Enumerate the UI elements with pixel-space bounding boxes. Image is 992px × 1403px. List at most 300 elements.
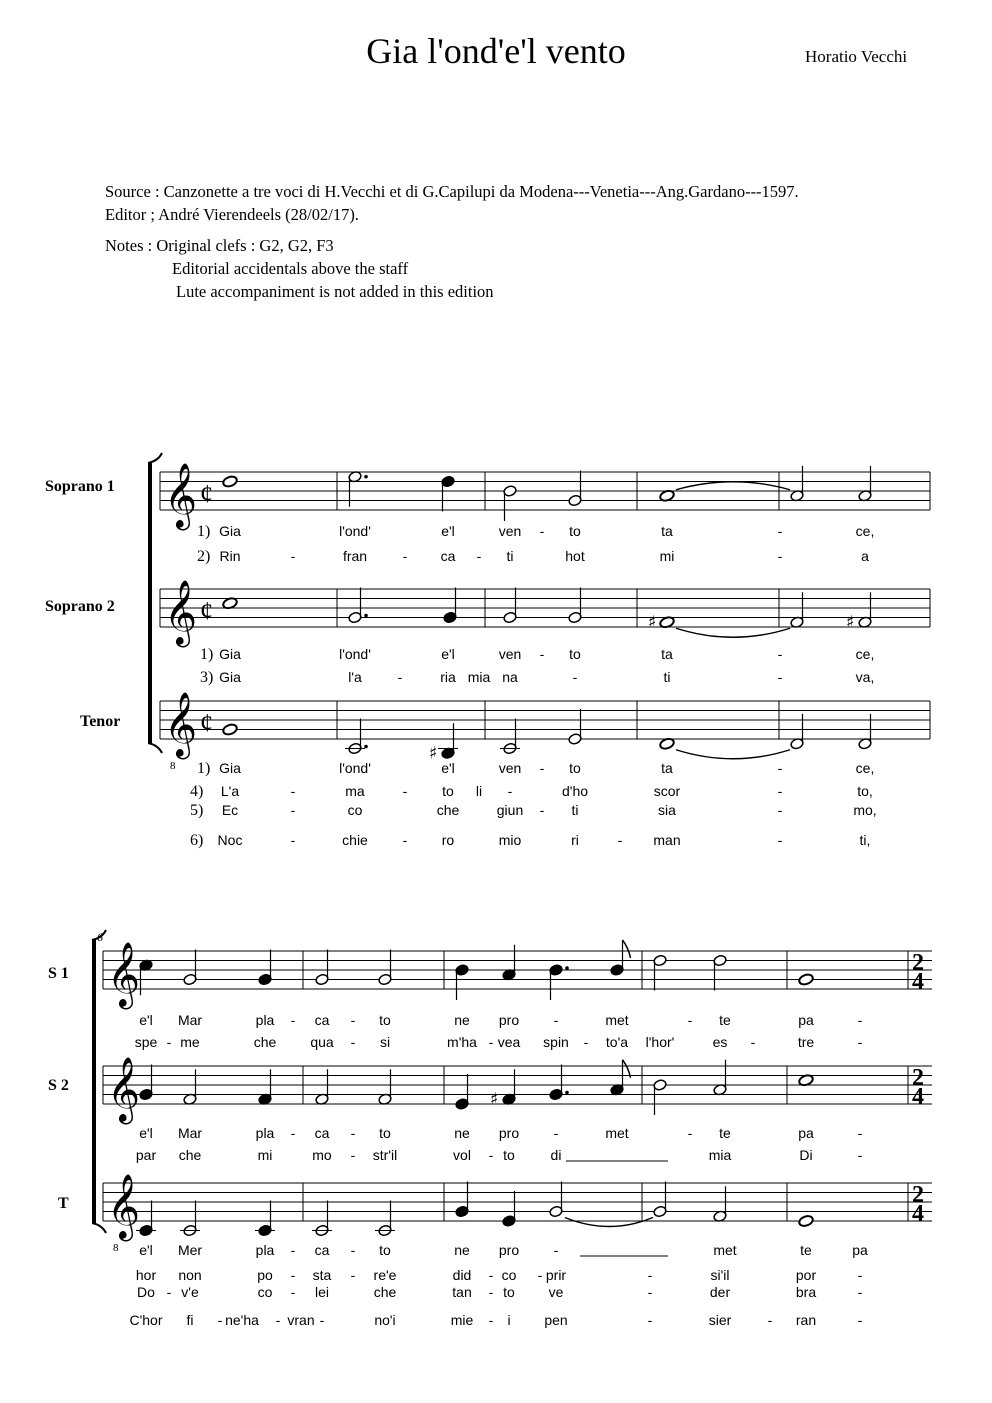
lyric-t-b-syllable: non	[178, 1267, 202, 1283]
lyric-t-d-syllable: mie	[450, 1312, 474, 1328]
lyric-s2-a-syllable: -	[350, 1125, 356, 1141]
lyric-s1-b-syllable: -	[166, 1034, 172, 1050]
lyric-t-a-syllable: -	[553, 1242, 559, 1258]
eighth-note	[610, 940, 631, 976]
lyric-s1-v2-syllable: -	[777, 548, 783, 564]
lyric-t-v4-syllable: -	[507, 783, 513, 799]
half-note	[568, 588, 582, 624]
lyric-t-c-syllable: v'e	[181, 1284, 199, 1300]
dot	[565, 966, 569, 970]
lyric-t-v1-syllable: ce,	[855, 760, 875, 776]
lyric-s2-v3-syllable: l'a	[348, 669, 362, 685]
lyric-t-b-syllable: po	[257, 1267, 273, 1283]
lyric-s2-a-syllable: -	[290, 1125, 296, 1141]
sharp-icon: ♯	[846, 612, 855, 633]
half-note	[345, 719, 368, 755]
time-sig-numerator: 2	[912, 1182, 924, 1208]
lyric-t-d-syllable: -	[275, 1312, 281, 1328]
verse-number: 1)	[197, 760, 211, 777]
lyric-t-c-syllable: che	[373, 1284, 397, 1300]
quarter-note	[502, 1191, 516, 1227]
lyric-s2-v3-syllable: ti	[663, 669, 671, 685]
lyric-t-v5-syllable: Ec	[221, 802, 239, 818]
half-note	[503, 588, 517, 624]
lyric-t-b-syllable: sta	[312, 1267, 332, 1283]
lyric-t-c-syllable: -	[857, 1284, 863, 1300]
lyric-t-v6-syllable: -	[402, 832, 408, 848]
lyric-s1-b-syllable: -	[583, 1034, 589, 1050]
verse-number: 2)	[197, 548, 211, 565]
half-note	[500, 719, 520, 755]
lyric-s1-b-syllable: -	[750, 1034, 756, 1050]
half-note	[183, 950, 197, 986]
lyric-t-v4-syllable: li	[475, 783, 483, 799]
lyric-s2-v1-syllable: Gia	[219, 646, 241, 662]
lyric-t-v1-syllable: e'l	[441, 760, 455, 776]
treble-clef-icon: 𝄞	[107, 1174, 141, 1239]
bracket-top	[148, 453, 162, 463]
part-abbr-t: T	[58, 1195, 69, 1212]
lyric-s1-v2-syllable: -	[476, 548, 482, 564]
treble-clef-icon: 𝄞	[107, 942, 141, 1007]
notes-line-1: Notes : Original clefs : G2, G2, F3	[105, 236, 334, 255]
lyric-s1-b-syllable: qua	[310, 1034, 334, 1050]
lyric-t-v6-syllable: chie	[342, 832, 368, 848]
lyric-t-a-syllable: Mer	[177, 1242, 203, 1258]
lyric-t-a-syllable: pa	[852, 1242, 868, 1258]
half-note	[653, 954, 667, 990]
lyric-s1-v2-syllable: ca	[440, 548, 456, 564]
lyric-s2-v1-syllable: e'l	[441, 646, 455, 662]
lyric-s2-v3-syllable: ria	[440, 669, 456, 685]
treble-clef-icon: 𝄞	[164, 463, 198, 528]
lyric-s2-a-syllable: e'l	[139, 1125, 153, 1141]
lyric-t-b-syllable: -	[290, 1267, 296, 1283]
half-note	[653, 1182, 667, 1218]
lyric-t-v5-syllable: mo,	[853, 802, 877, 818]
lyric-s2-b-syllable: vol	[453, 1147, 471, 1163]
whole-note	[798, 1214, 814, 1227]
lyric-t-d-syllable: -	[647, 1312, 653, 1328]
lyric-s1-v2-syllable: ti	[506, 548, 514, 564]
half-note	[375, 1201, 395, 1237]
lyric-t-d-syllable: pen	[544, 1312, 568, 1328]
lyric-s2-a-syllable: te	[719, 1125, 731, 1141]
half-note	[348, 470, 368, 506]
lyric-s2-a-syllable: -	[553, 1125, 559, 1141]
lyric-t-b-syllable: re'e	[373, 1267, 397, 1283]
half-note	[713, 954, 727, 990]
note-head	[222, 475, 238, 488]
half-note	[549, 1182, 563, 1218]
notes-line-2: Editorial accidentals above the staff	[172, 259, 409, 278]
lyric-s1-v1-syllable: Gia	[219, 523, 241, 539]
lyric-t-a-syllable: -	[290, 1242, 296, 1258]
lyric-t-v5-syllable: ti	[571, 802, 579, 818]
lyric-t-v4-syllable: to	[442, 783, 454, 799]
half-note	[348, 588, 368, 624]
lyric-t-v4-syllable: scor	[653, 783, 681, 799]
lyric-s1-a-syllable: met	[605, 1012, 629, 1028]
sharp-icon: ♯	[429, 743, 438, 764]
whole-note	[222, 475, 238, 488]
lyric-t-d-syllable: fi	[186, 1312, 194, 1328]
half-note	[858, 466, 872, 502]
note-head	[222, 723, 238, 736]
lyric-s2-v3-syllable: mia	[467, 669, 491, 685]
octave-8-mark: 8	[113, 1242, 119, 1254]
lyric-s2-b-syllable: -	[488, 1147, 494, 1163]
lyric-t-a-syllable: te	[800, 1242, 812, 1258]
lyric-t-v1-syllable: ven	[498, 760, 522, 776]
lyric-t-v4-syllable: ma	[345, 783, 365, 799]
lyric-t-a-syllable: ne	[454, 1242, 470, 1258]
lyric-s2-a-syllable: pla	[255, 1125, 275, 1141]
half-note	[713, 1186, 727, 1222]
lyric-t-c-syllable: der	[709, 1284, 731, 1300]
system-bracket	[148, 463, 152, 743]
lyric-t-a-syllable: pro	[498, 1242, 520, 1258]
lyric-s1-v1-syllable: -	[539, 523, 545, 539]
half-note	[315, 950, 329, 986]
lyric-s2-b-syllable: mia	[708, 1147, 732, 1163]
lyric-t-b-syllable: -	[537, 1267, 543, 1283]
whole-note	[222, 723, 238, 736]
lyric-s2-b-syllable: -	[350, 1147, 356, 1163]
lyric-s2-b-syllable: to	[503, 1147, 515, 1163]
cut-time-icon: ¢	[200, 479, 213, 509]
quarter-note	[255, 1201, 275, 1237]
source-line: Source : Canzonette a tre voci di H.Vecchi et di G.Capilupi da Modena---Venetia---Ang.Gardano---1597.	[105, 182, 799, 201]
half-note	[653, 1079, 667, 1115]
half-note	[378, 950, 392, 986]
lyric-t-d-syllable: -	[488, 1312, 494, 1328]
tie	[676, 628, 790, 637]
lyric-t-a-syllable: met	[713, 1242, 737, 1258]
piece-title: Gia l'ond'e'l vento	[366, 31, 626, 71]
lyric-t-v6-syllable: -	[617, 832, 623, 848]
lyric-s1-a-syllable: pla	[255, 1012, 275, 1028]
half-note	[503, 485, 517, 521]
quarter-note	[455, 1074, 469, 1110]
lyric-s1-a-syllable: -	[350, 1012, 356, 1028]
part-name-soprano-1: Soprano 1	[45, 478, 115, 495]
quarter-note	[502, 945, 516, 981]
lyric-t-c-syllable: co	[257, 1284, 273, 1300]
note-head	[798, 1214, 814, 1227]
lyric-s2-a-syllable: -	[857, 1125, 863, 1141]
lyric-s2-v1-syllable: -	[539, 646, 545, 662]
dot	[364, 745, 368, 749]
lyric-s1-a-syllable: -	[290, 1012, 296, 1028]
sharp-icon: ♯	[490, 1089, 499, 1110]
bracket-bottom	[92, 1223, 106, 1233]
lyric-s2-v1-syllable: ven	[498, 646, 522, 662]
cut-time-icon: ¢	[200, 596, 213, 626]
lyric-s2-b-syllable: -	[857, 1147, 863, 1163]
lyric-t-v6-syllable: Noc	[217, 832, 243, 848]
lyric-s1-b-syllable: vea	[497, 1034, 521, 1050]
lyric-t-d-syllable: -	[857, 1312, 863, 1328]
lyric-s2-b-syllable: par	[135, 1147, 157, 1163]
lyric-s1-v2-syllable: fran	[342, 548, 368, 564]
lyric-s1-b-syllable: l'hor'	[645, 1034, 675, 1050]
quarter-note	[441, 475, 455, 511]
lyric-t-c-syllable: -	[488, 1284, 494, 1300]
lyric-t-v4-syllable: -	[777, 783, 783, 799]
lyric-t-b-syllable: -	[350, 1267, 356, 1283]
lyric-s2-v1-syllable: l'ond'	[339, 646, 371, 662]
lyric-t-c-syllable: to	[503, 1284, 515, 1300]
half-note	[568, 709, 582, 745]
lyric-s2-b-syllable: Di	[799, 1147, 813, 1163]
lyric-s1-v1-syllable: -	[777, 523, 783, 539]
half-note	[568, 471, 582, 507]
lyric-t-b-syllable: -	[647, 1267, 653, 1283]
lyric-s2-b-syllable: mi	[257, 1147, 273, 1163]
lyric-s1-b-syllable: spe	[134, 1034, 158, 1050]
lyric-s1-v2-syllable: a	[861, 548, 869, 564]
lyric-t-v1-syllable: l'ond'	[339, 760, 371, 776]
lyric-t-b-syllable: -	[488, 1267, 494, 1283]
lyric-t-v5-syllable: -	[290, 802, 296, 818]
lyric-s1-a-syllable: pa	[798, 1012, 814, 1028]
half-note	[790, 714, 804, 750]
tie	[676, 750, 790, 759]
lyric-t-v5-syllable: -	[777, 802, 783, 818]
lyric-t-c-syllable: -	[290, 1284, 296, 1300]
lyric-s1-b-syllable: tre	[797, 1034, 815, 1050]
measure-number: 6	[97, 930, 103, 944]
lyric-s2-a-syllable: pa	[798, 1125, 814, 1141]
lyric-s1-v2-syllable: -	[402, 548, 408, 564]
verse-number: 1)	[197, 523, 211, 540]
lyric-s1-a-syllable: te	[719, 1012, 731, 1028]
eighth-note	[610, 1060, 631, 1096]
lyric-t-v5-syllable: giun	[496, 802, 524, 818]
quarter-note	[258, 950, 272, 986]
lyric-t-a-syllable: pla	[255, 1242, 275, 1258]
part-abbr-s2: S 2	[48, 1077, 69, 1094]
lyric-t-b-syllable: hor	[135, 1267, 157, 1283]
lyric-t-v4-syllable: d'ho	[561, 783, 589, 799]
notes-line-3: Lute accompaniment is not added in this edition	[176, 282, 494, 301]
lyric-s1-b-syllable: -	[857, 1034, 863, 1050]
lyric-s2-v1-syllable: ce,	[855, 646, 875, 662]
dot	[364, 614, 368, 618]
lyric-t-v4-syllable: to,	[857, 783, 873, 799]
lyric-s1-b-syllable: -	[488, 1034, 494, 1050]
part-name-soprano-2: Soprano 2	[45, 598, 115, 615]
part-abbr-s1: S 1	[48, 965, 69, 982]
quarter-note	[455, 964, 469, 1000]
lyric-t-v4-syllable: L'a	[220, 783, 240, 799]
lyric-t-c-syllable: -	[166, 1284, 172, 1300]
verse-number: 4)	[190, 783, 204, 800]
lyric-s1-b-syllable: che	[253, 1034, 277, 1050]
lyric-s1-a-syllable: ne	[454, 1012, 470, 1028]
lyric-t-a-syllable: to	[379, 1242, 391, 1258]
lyric-t-v6-syllable: ro	[441, 832, 455, 848]
lyric-t-v5-syllable: sia	[658, 802, 676, 818]
lyric-s1-v1-syllable: l'ond'	[339, 523, 371, 539]
lyric-t-b-syllable: si'il	[710, 1267, 730, 1283]
time-sig-numerator: 2	[912, 950, 924, 976]
lyric-t-c-syllable: ve	[548, 1284, 564, 1300]
lyric-s2-a-syllable: met	[605, 1125, 629, 1141]
half-note	[315, 1069, 329, 1105]
cut-time-icon: ¢	[200, 708, 213, 738]
lyric-t-v1-syllable: ta	[661, 760, 673, 776]
half-note	[858, 714, 872, 750]
lyric-t-c-syllable: -	[647, 1284, 653, 1300]
lyric-t-v6-syllable: -	[290, 832, 296, 848]
lyric-s1-b-syllable: m'ha	[447, 1034, 477, 1050]
half-note	[713, 1060, 727, 1096]
lyric-t-c-syllable: lei	[314, 1284, 330, 1300]
lyric-s1-v2-syllable: hot	[565, 548, 585, 564]
lyric-t-d-syllable: ran	[795, 1312, 817, 1328]
lyric-s2-v1-syllable: -	[777, 646, 783, 662]
time-sig-denominator: 4	[912, 969, 924, 995]
lyric-s2-b-syllable: di	[550, 1147, 562, 1163]
bracket-bottom	[148, 743, 162, 753]
lyric-t-v4-syllable: -	[402, 783, 408, 799]
time-sig-numerator: 2	[912, 1065, 924, 1091]
treble-clef-icon: 𝄞	[107, 1057, 141, 1122]
lyric-t-b-syllable: -	[857, 1267, 863, 1283]
quarter-note	[549, 1065, 569, 1101]
lyric-t-v1-syllable: to	[569, 760, 581, 776]
time-sig-denominator: 4	[912, 1084, 924, 1110]
note-flag	[623, 940, 631, 958]
whole-note	[798, 973, 814, 986]
lyric-t-v6-syllable: mio	[498, 832, 522, 848]
quarter-note	[549, 964, 569, 1000]
lyric-s1-a-syllable: pro	[498, 1012, 520, 1028]
lyric-s1-b-syllable: me	[180, 1034, 200, 1050]
lyric-t-c-syllable: tan	[452, 1284, 472, 1300]
dot	[565, 1091, 569, 1095]
editor-line: Editor ; André Vierendeels (28/02/17).	[105, 205, 359, 224]
lyric-s1-a-syllable: -	[553, 1012, 559, 1028]
tie	[676, 482, 790, 490]
lyric-s1-v1-syllable: ta	[661, 523, 673, 539]
lyric-t-v6-syllable: ri	[571, 832, 579, 848]
verse-number: 6)	[190, 832, 204, 849]
lyric-s1-a-syllable: ca	[314, 1012, 330, 1028]
lyric-s2-b-syllable: str'il	[372, 1147, 398, 1163]
lyric-t-d-syllable: no'i	[374, 1312, 396, 1328]
lyric-s1-b-syllable: es	[712, 1034, 728, 1050]
lyric-s2-v3-syllable: va,	[855, 669, 875, 685]
lyric-t-d-syllable: vran	[287, 1312, 315, 1328]
verse-number: 1)	[200, 646, 214, 663]
tie	[565, 1218, 653, 1227]
quarter-note	[139, 959, 153, 995]
quarter-note	[455, 1182, 469, 1218]
lyric-t-v6-syllable: man	[653, 832, 681, 848]
lyric-s1-v2-syllable: mi	[659, 548, 675, 564]
half-note	[183, 1069, 197, 1105]
treble-clef-icon: 𝄞	[164, 692, 198, 757]
lyric-s1-v2-syllable: -	[290, 548, 296, 564]
sharp-icon: ♯	[648, 612, 657, 633]
lyric-s1-b-syllable: spin	[543, 1034, 569, 1050]
lyric-s1-a-syllable: Mar	[177, 1012, 203, 1028]
lyric-t-v6-syllable: ti,	[859, 832, 871, 848]
lyric-t-v5-syllable: -	[539, 802, 545, 818]
lyric-t-a-syllable: e'l	[139, 1242, 153, 1258]
lyric-s2-v3-syllable: Gia	[219, 669, 241, 685]
verse-number: 3)	[200, 669, 214, 686]
lyric-s2-v3-syllable: -	[572, 669, 578, 685]
composer-name: Horatio Vecchi	[805, 47, 908, 66]
lyric-t-d-syllable: ne'ha	[225, 1312, 259, 1328]
lyric-s1-v1-syllable: to	[569, 523, 581, 539]
half-note	[790, 466, 804, 502]
lyric-t-c-syllable: Do	[137, 1284, 155, 1300]
lyric-t-b-syllable: por	[795, 1267, 817, 1283]
lyric-t-v4-syllable: -	[290, 783, 296, 799]
lyric-s1-v1-syllable: ven	[498, 523, 522, 539]
lyric-t-c-syllable: bra	[795, 1284, 817, 1300]
lyric-s2-a-syllable: ca	[314, 1125, 330, 1141]
lyric-t-d-syllable: -	[767, 1312, 773, 1328]
lyric-s1-a-syllable: -	[687, 1012, 693, 1028]
octave-8-mark: 8	[170, 760, 176, 772]
lyric-s2-v1-syllable: to	[569, 646, 581, 662]
lyric-t-b-syllable: prir	[545, 1267, 567, 1283]
system-bracket	[92, 940, 96, 1223]
half-note	[378, 1069, 392, 1105]
lyric-s2-a-syllable: to	[379, 1125, 391, 1141]
quarter-note	[139, 1065, 153, 1101]
note-head	[798, 973, 814, 986]
lyric-s1-b-syllable: si	[379, 1034, 391, 1050]
lyric-s2-v3-syllable: -	[397, 669, 403, 685]
lyric-t-b-syllable: did	[452, 1267, 472, 1283]
dot	[364, 475, 368, 479]
half-note	[312, 1201, 332, 1237]
verse-number: 5)	[190, 802, 204, 819]
lyric-s1-a-syllable: e'l	[139, 1012, 153, 1028]
lyric-s1-a-syllable: to	[379, 1012, 391, 1028]
lyric-s1-a-syllable: -	[857, 1012, 863, 1028]
lyric-t-v1-syllable: -	[777, 760, 783, 776]
lyric-t-v1-syllable: Gia	[219, 760, 241, 776]
time-sig-denominator: 4	[912, 1201, 924, 1227]
lyric-t-d-syllable: i	[507, 1312, 511, 1328]
lyric-t-d-syllable: sier	[708, 1312, 732, 1328]
lyric-s1-v2-syllable: Rin	[219, 548, 241, 564]
lyric-t-v6-syllable: -	[777, 832, 783, 848]
half-note	[180, 1201, 200, 1237]
lyric-t-v5-syllable: co	[347, 802, 363, 818]
lyric-s1-b-syllable: to'a	[605, 1034, 629, 1050]
lyric-s2-v1-syllable: ta	[661, 646, 673, 662]
lyric-t-v1-syllable: -	[539, 760, 545, 776]
treble-clef-icon: 𝄞	[164, 580, 198, 645]
quarter-note	[258, 1069, 272, 1105]
lyric-t-b-syllable: co	[501, 1267, 517, 1283]
lyric-s2-a-syllable: -	[687, 1125, 693, 1141]
lyric-s2-v3-syllable: -	[777, 669, 783, 685]
quarter-note	[443, 588, 457, 624]
lyric-t-d-syllable: -	[319, 1312, 325, 1328]
lyric-s1-b-syllable: -	[350, 1034, 356, 1050]
lyric-s2-b-syllable: mo	[312, 1147, 332, 1163]
